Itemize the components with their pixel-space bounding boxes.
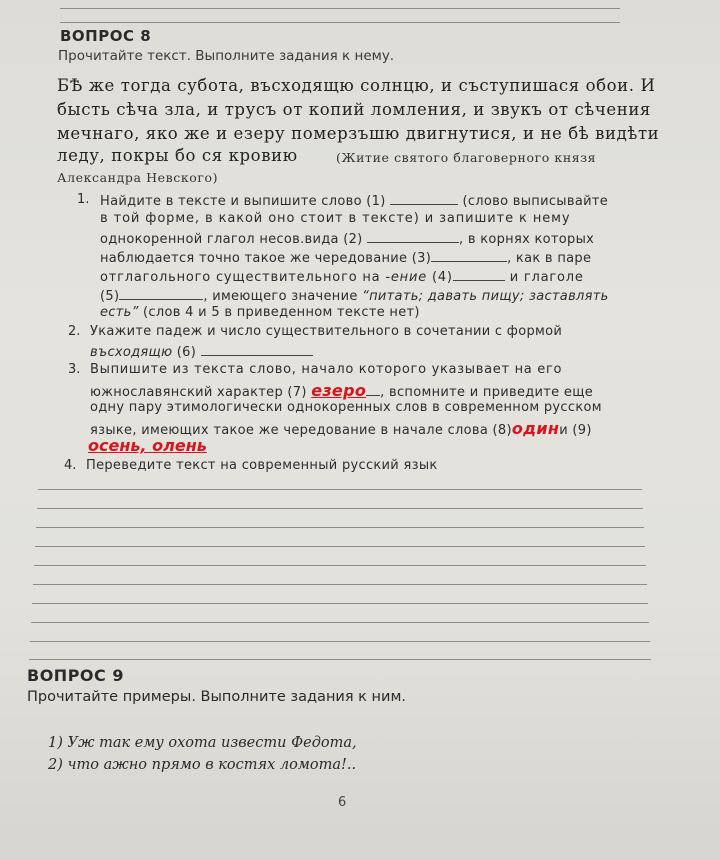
task1-text: , имеющего значение [203, 289, 363, 304]
task1-line-5 [100, 268, 584, 285]
answer-blank-2[interactable] [367, 230, 459, 243]
answer-line[interactable] [29, 659, 651, 660]
task2-form: въсходящю [90, 345, 173, 360]
q9-example-1 [48, 735, 357, 751]
task3-line-1: Выпишите из текста слово, начало которого указывает на его [90, 362, 563, 377]
task1-line-3 [100, 230, 594, 247]
task3-text: языке, имеющих такое же чередование в начале слова (8) [90, 423, 512, 438]
passage-line-2: бысть сѣча зла, и трусъ от копий ломления, и звукъ от сѣчения [57, 100, 651, 119]
answer-line[interactable] [30, 641, 650, 642]
task3-text: южнославянский характер (7) [90, 385, 307, 400]
example-number: 2) [48, 757, 63, 773]
answer-line[interactable] [35, 546, 645, 547]
task2-line-2 [90, 343, 313, 360]
answer-9-handwritten[interactable]: осень, олень [88, 436, 207, 455]
task1-text: (слово выписывайте [462, 194, 609, 209]
task3-line-2 [90, 381, 593, 400]
task1-text: наблюдается точно такое же чередование (3) [100, 251, 432, 266]
answer-blank-4[interactable] [453, 268, 505, 281]
task1-number: 1. [77, 192, 90, 207]
example-number: 1) [48, 735, 63, 751]
answer-blank-3[interactable] [431, 249, 507, 262]
task1-line-4 [100, 249, 591, 266]
answer-line[interactable] [33, 584, 647, 585]
answer-8-handwritten[interactable]: один [511, 419, 560, 438]
passage-line-1: БѢ же тогда субота, въсходящю солнцю, и съступишася обои. И [57, 76, 656, 95]
task3-text: и (9) [559, 423, 592, 438]
answer-blank-6[interactable] [201, 343, 313, 356]
example-text: что ажно прямо в костях ломота!.. [67, 757, 357, 773]
answer-blank-1[interactable] [390, 192, 458, 205]
passage-line-3: мечнаго, яко же и езеру померзъшю двигнутися, и не бѣ видѣти [57, 124, 660, 143]
task1-line-7 [100, 305, 420, 320]
task2-number: 2. [68, 324, 81, 339]
answer-blank-7[interactable] [366, 383, 380, 396]
answer-line[interactable] [38, 489, 642, 490]
task1-text: однокоренной глагол несов.вида (2) [100, 232, 363, 247]
task1-line-2: в той форме, в какой оно стоит в тексте) и запишите к нему [100, 211, 571, 226]
example-text: Уж так ему охота извести Федота, [67, 735, 357, 751]
passage-source-1: (Житие святого благоверного князя [336, 150, 597, 165]
top-rule-1 [60, 8, 620, 9]
task1-suffix: -ение [385, 270, 428, 285]
task1-line-1 [100, 192, 608, 209]
answer-7-handwritten[interactable]: езеро [311, 381, 367, 400]
answer-line[interactable] [31, 622, 649, 623]
passage-line-4: леду, покры бо ся кровию [57, 146, 298, 165]
task1-line-6 [100, 287, 609, 304]
q9-instruction: Прочитайте примеры. Выполните задания к ним. [27, 689, 406, 705]
task3-number: 3. [68, 362, 81, 377]
passage-source-2: Александра Невского) [57, 170, 219, 185]
answer-line[interactable] [37, 508, 643, 509]
task1-text: (4) [431, 270, 453, 285]
task1-meaning: “питать; давать пищу; заставлять [362, 289, 609, 304]
task1-text: Найдите в тексте и выпишите слово (1) [100, 194, 386, 209]
answer-line[interactable] [32, 603, 648, 604]
q8-heading: ВОПРОС 8 [60, 27, 152, 45]
page-number: 6 [338, 795, 347, 810]
task3-text: , вспомните и приведите еще [380, 385, 594, 400]
task2-text: (6) [172, 345, 197, 360]
q9-heading: ВОПРОС 9 [27, 666, 124, 685]
task1-text: , в корнях которых [458, 232, 595, 247]
task1-meaning-end: есть” [100, 305, 139, 320]
top-rule-2 [60, 22, 620, 23]
q8-instruction: Прочитайте текст. Выполните задания к нему. [58, 48, 395, 64]
task3-line-3: одну пару этимологически однокоренных слов в современном русском [90, 400, 602, 415]
task1-text: , как в паре [507, 251, 592, 266]
answer-blank-5[interactable] [119, 287, 203, 300]
task1-text: (5) [100, 289, 120, 304]
task4-number: 4. [64, 458, 77, 473]
task1-text: отглагольного существительного на [100, 270, 381, 285]
answer-line[interactable] [34, 565, 646, 566]
task1-text: и глаголе [509, 270, 584, 285]
task2-line-1: Укажите падеж и число существительного в сочетании с формой [90, 324, 563, 339]
task1-text: (слов 4 и 5 в приведенном тексте нет) [138, 305, 420, 320]
q9-example-2 [48, 757, 356, 773]
task4-line-1: Переведите текст на современный русский язык [86, 458, 438, 473]
answer-line[interactable] [36, 527, 644, 528]
